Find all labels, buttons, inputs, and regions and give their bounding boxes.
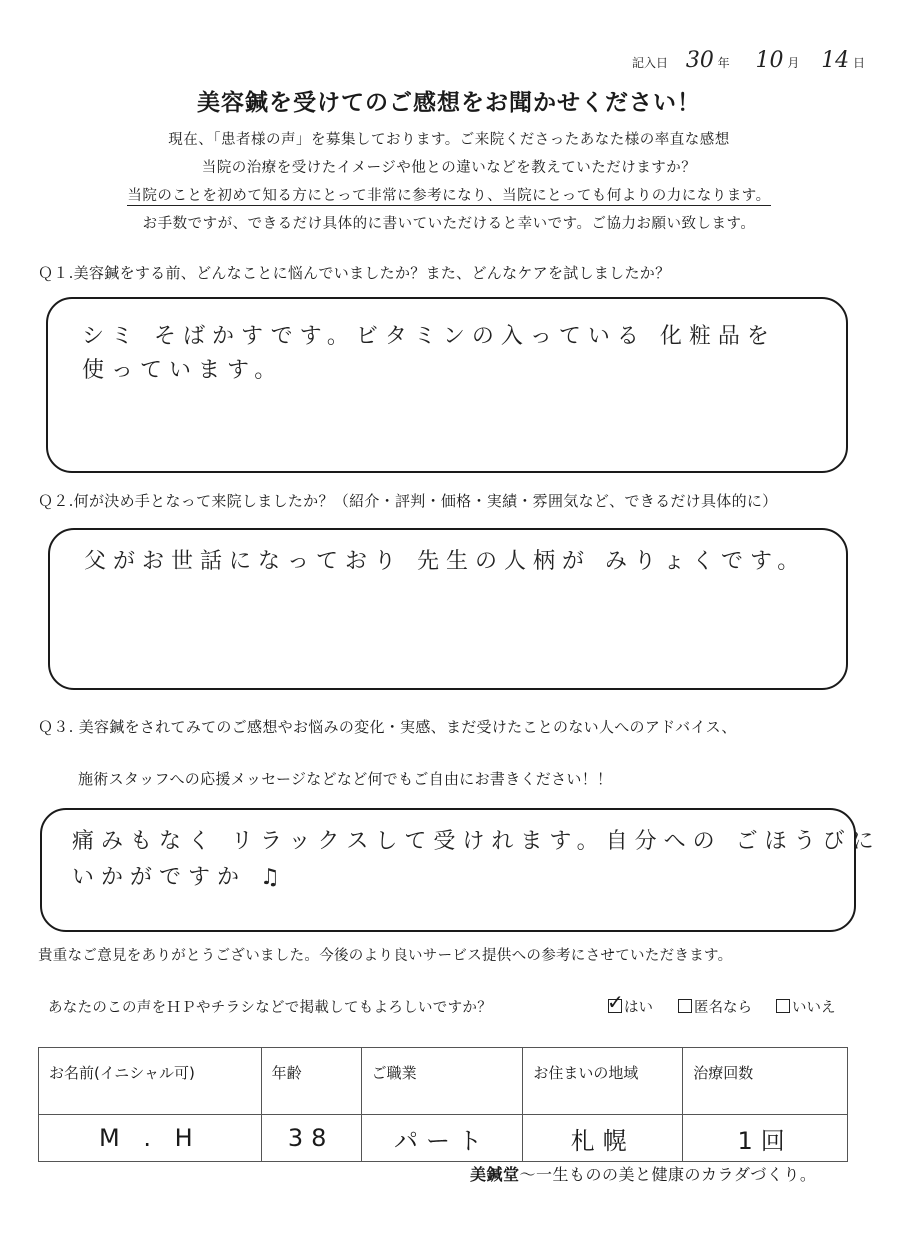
check-mark-icon: ✓: [607, 990, 624, 1014]
consent-label-anonymous: 匿名なら: [694, 1000, 752, 1016]
date-day-unit: 日: [853, 56, 866, 70]
header-age: 年齢: [261, 1048, 361, 1115]
question-3-line-2: 施術スタッフへの応援メッセージなどなど何でもご自由にお書きください！！: [78, 770, 613, 788]
consent-option-yes[interactable]: [607, 990, 653, 1017]
brand-footer: [470, 1162, 816, 1185]
intro-line-4: お手数ですが、できるだけ具体的に書いていただけると幸いです。ご協力お願い致します。: [142, 216, 756, 232]
date-day: 14: [821, 48, 850, 73]
value-region[interactable]: 札幌: [523, 1115, 683, 1162]
answer-2-line-1: 父がお世話になっており 先生の人柄が みりょくです。: [84, 549, 807, 574]
consent-checkbox-yes[interactable]: [607, 990, 624, 1014]
brand-name: 美鍼堂: [470, 1165, 520, 1184]
question-3-line-1: Ｑ３. 美容鍼をされてみてのご感想やお悩みの変化・実感、まだ受けたことのない人へのアドバイス、: [38, 718, 737, 736]
header-treatment-count: 治療回数: [683, 1048, 848, 1115]
question-1: Ｑ１.美容鍼をする前、どんなことに悩んでいましたか？また、どんなケアを試しましたか？: [38, 264, 671, 282]
answer-box-2[interactable]: [48, 528, 848, 690]
thanks-note: 貴重なご意見をありがとうございました。今後のより良いサービス提供への参考にさせていただきます。: [38, 948, 733, 964]
answer-box-1[interactable]: [46, 297, 848, 473]
value-treatment-count[interactable]: 1回: [683, 1115, 848, 1162]
answer-box-3[interactable]: [40, 808, 881, 932]
page-title: 美容鍼を受けてのご感想をお聞かせください！: [197, 90, 701, 116]
header-name: お名前(イニシャル可): [39, 1048, 262, 1115]
intro-line-1: 現在、「患者様の声」を募集しております。ご来院くださったあなた様の率直な感想: [168, 132, 730, 148]
info-table-header-row: [39, 1048, 848, 1115]
date-label: 記入日: [632, 56, 669, 70]
date-label-row: [632, 48, 865, 73]
value-occupation[interactable]: パート: [361, 1115, 523, 1162]
date-year-unit: 年: [717, 56, 730, 70]
header-region: お住まいの地域: [523, 1048, 683, 1115]
consent-label-no: いいえ: [792, 1000, 836, 1016]
intro-line-2: 当院の治療を受けたイメージや他との違いなどを教えていただけますか？: [201, 160, 697, 176]
question-2: Ｑ２.何が決め手となって来院しましたか？（紹介・評判・価格・実績・雰囲気など、できるだけ具体的に）: [38, 492, 778, 510]
date-month-unit: 月: [787, 56, 800, 70]
value-age[interactable]: 38: [261, 1115, 361, 1162]
consent-checkbox-anonymous[interactable]: [678, 999, 692, 1013]
intro-line-3-wrap: [0, 184, 898, 205]
consent-option-no[interactable]: [776, 996, 836, 1017]
value-name[interactable]: M . H: [39, 1115, 262, 1162]
consent-checkbox-no[interactable]: [776, 999, 790, 1013]
answer-1-line-1: シミ そばかすです。ビタミンの入っている 化粧品を: [82, 324, 776, 349]
header-occupation: ご職業: [361, 1048, 523, 1115]
date-month: 10: [755, 48, 784, 73]
date-year: 30: [685, 48, 714, 73]
consent-option-anonymous[interactable]: [678, 996, 752, 1017]
brand-tagline: 〜一生ものの美と健康のカラダづくり。: [519, 1165, 817, 1184]
consent-question: あなたのこの声をＨＰやチラシなどで掲載してもよろしいですか？: [48, 1000, 492, 1016]
consent-label-yes: はい: [624, 1000, 653, 1016]
answer-3-line-1: 痛みもなく リラックスして受けれます。自分への ごほうびに: [72, 829, 881, 854]
intro-line-3: 当院のことを初めて知る方にとって非常に参考になり、当院にとっても何よりの力になります。: [127, 188, 771, 204]
answer-1-line-2: 使っています。: [82, 358, 284, 383]
answer-3-line-2: いかがですか ♫: [72, 865, 287, 890]
info-table: [38, 1047, 848, 1162]
info-table-value-row: [39, 1115, 848, 1162]
